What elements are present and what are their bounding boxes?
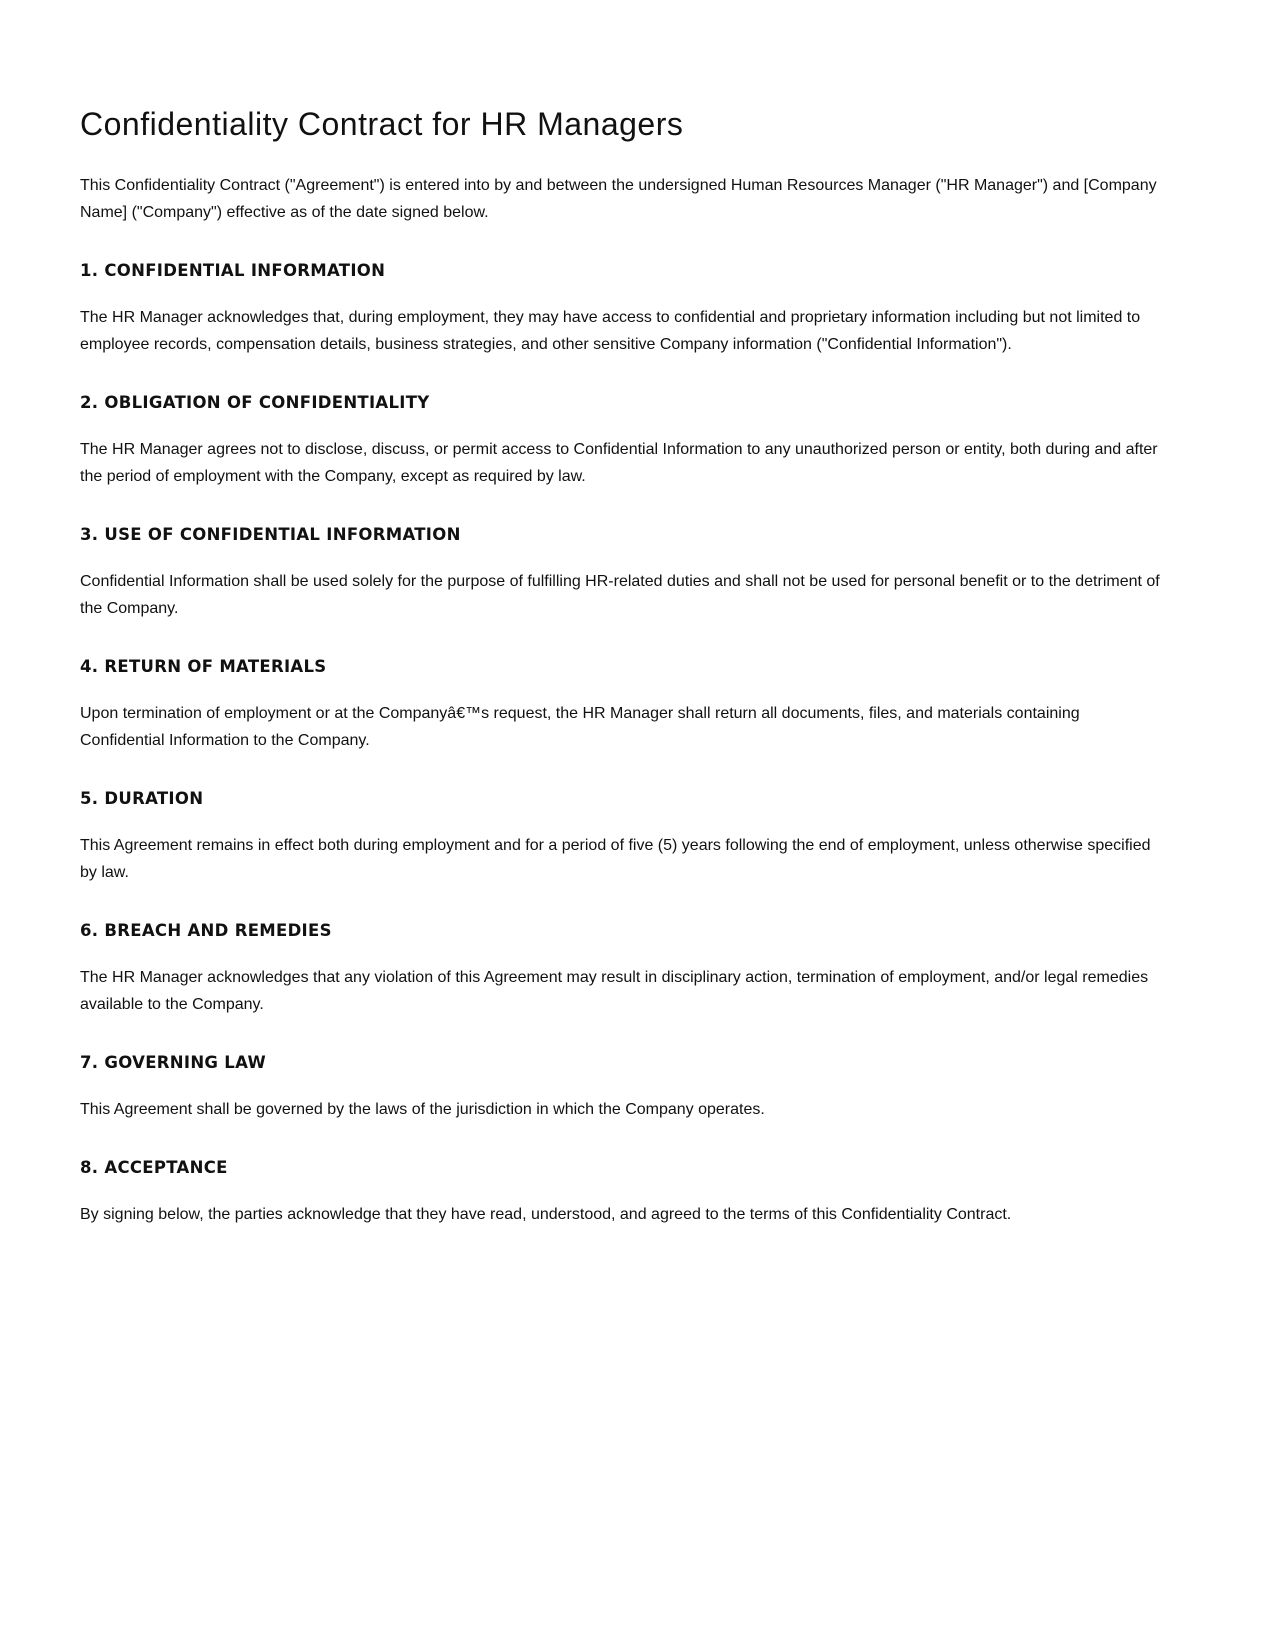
section-heading: 7. GOVERNING LAW — [80, 1053, 266, 1072]
section-obligation-of-confidentiality — [80, 392, 1160, 490]
section-heading: 8. ACCEPTANCE — [80, 1158, 228, 1177]
section-body: The HR Manager agrees not to disclose, discuss, or permit access to Confidential Information to any unauthorized person or entity, both during and after the period of employment with the Company, except as required by law. — [80, 441, 1158, 485]
section-heading: 6. BREACH AND REMEDIES — [80, 921, 332, 940]
section-heading: 4. RETURN OF MATERIALS — [80, 657, 327, 676]
section-body: The HR Manager acknowledges that, during employment, they may have access to confidential and proprietary information including but not limited to employee records, compensation details, business strategies, and other sensitive Company information ("Confidential Information"). — [80, 309, 1141, 353]
section-heading: 3. USE OF CONFIDENTIAL INFORMATION — [80, 525, 461, 544]
section-body: Confidential Information shall be used solely for the purpose of fulfilling HR-related duties and shall not be used for personal benefit or to the detriment of the Company. — [80, 573, 1160, 617]
section-duration — [80, 788, 1160, 886]
section-body: The HR Manager acknowledges that any violation of this Agreement may result in disciplinary action, termination of employment, and/or legal remedies available to the Company. — [80, 969, 1149, 1013]
section-breach-and-remedies — [80, 920, 1160, 1018]
section-acceptance — [80, 1157, 1160, 1228]
section-confidential-information — [80, 260, 1160, 358]
section-heading: 5. DURATION — [80, 789, 204, 808]
section-use-of-confidential-information — [80, 524, 1160, 622]
section-heading: 1. CONFIDENTIAL INFORMATION — [80, 261, 386, 280]
document-title: Confidentiality Contract for HR Managers — [80, 106, 684, 142]
section-return-of-materials — [80, 656, 1160, 754]
section-body: Upon termination of employment or at the Companyâ€™s request, the HR Manager shall return all documents, files, and materials containing Confidential Information to the Company. — [80, 705, 1080, 749]
section-body: This Agreement shall be governed by the laws of the jurisdiction in which the Company operates. — [80, 1101, 765, 1118]
section-governing-law — [80, 1052, 1160, 1123]
section-heading: 2. OBLIGATION OF CONFIDENTIALITY — [80, 393, 430, 412]
section-body: By signing below, the parties acknowledge that they have read, understood, and agreed to the terms of this Confidentiality Contract. — [80, 1206, 1012, 1223]
section-body: This Agreement remains in effect both during employment and for a period of five (5) years following the end of employment, unless otherwise specified by law. — [80, 837, 1151, 881]
intro-paragraph: This Confidentiality Contract ("Agreement") is entered into by and between the undersigned Human Resources Manager ("HR Manager") and [Company Name] ("Company") effective as of the date signed below. — [80, 177, 1157, 221]
